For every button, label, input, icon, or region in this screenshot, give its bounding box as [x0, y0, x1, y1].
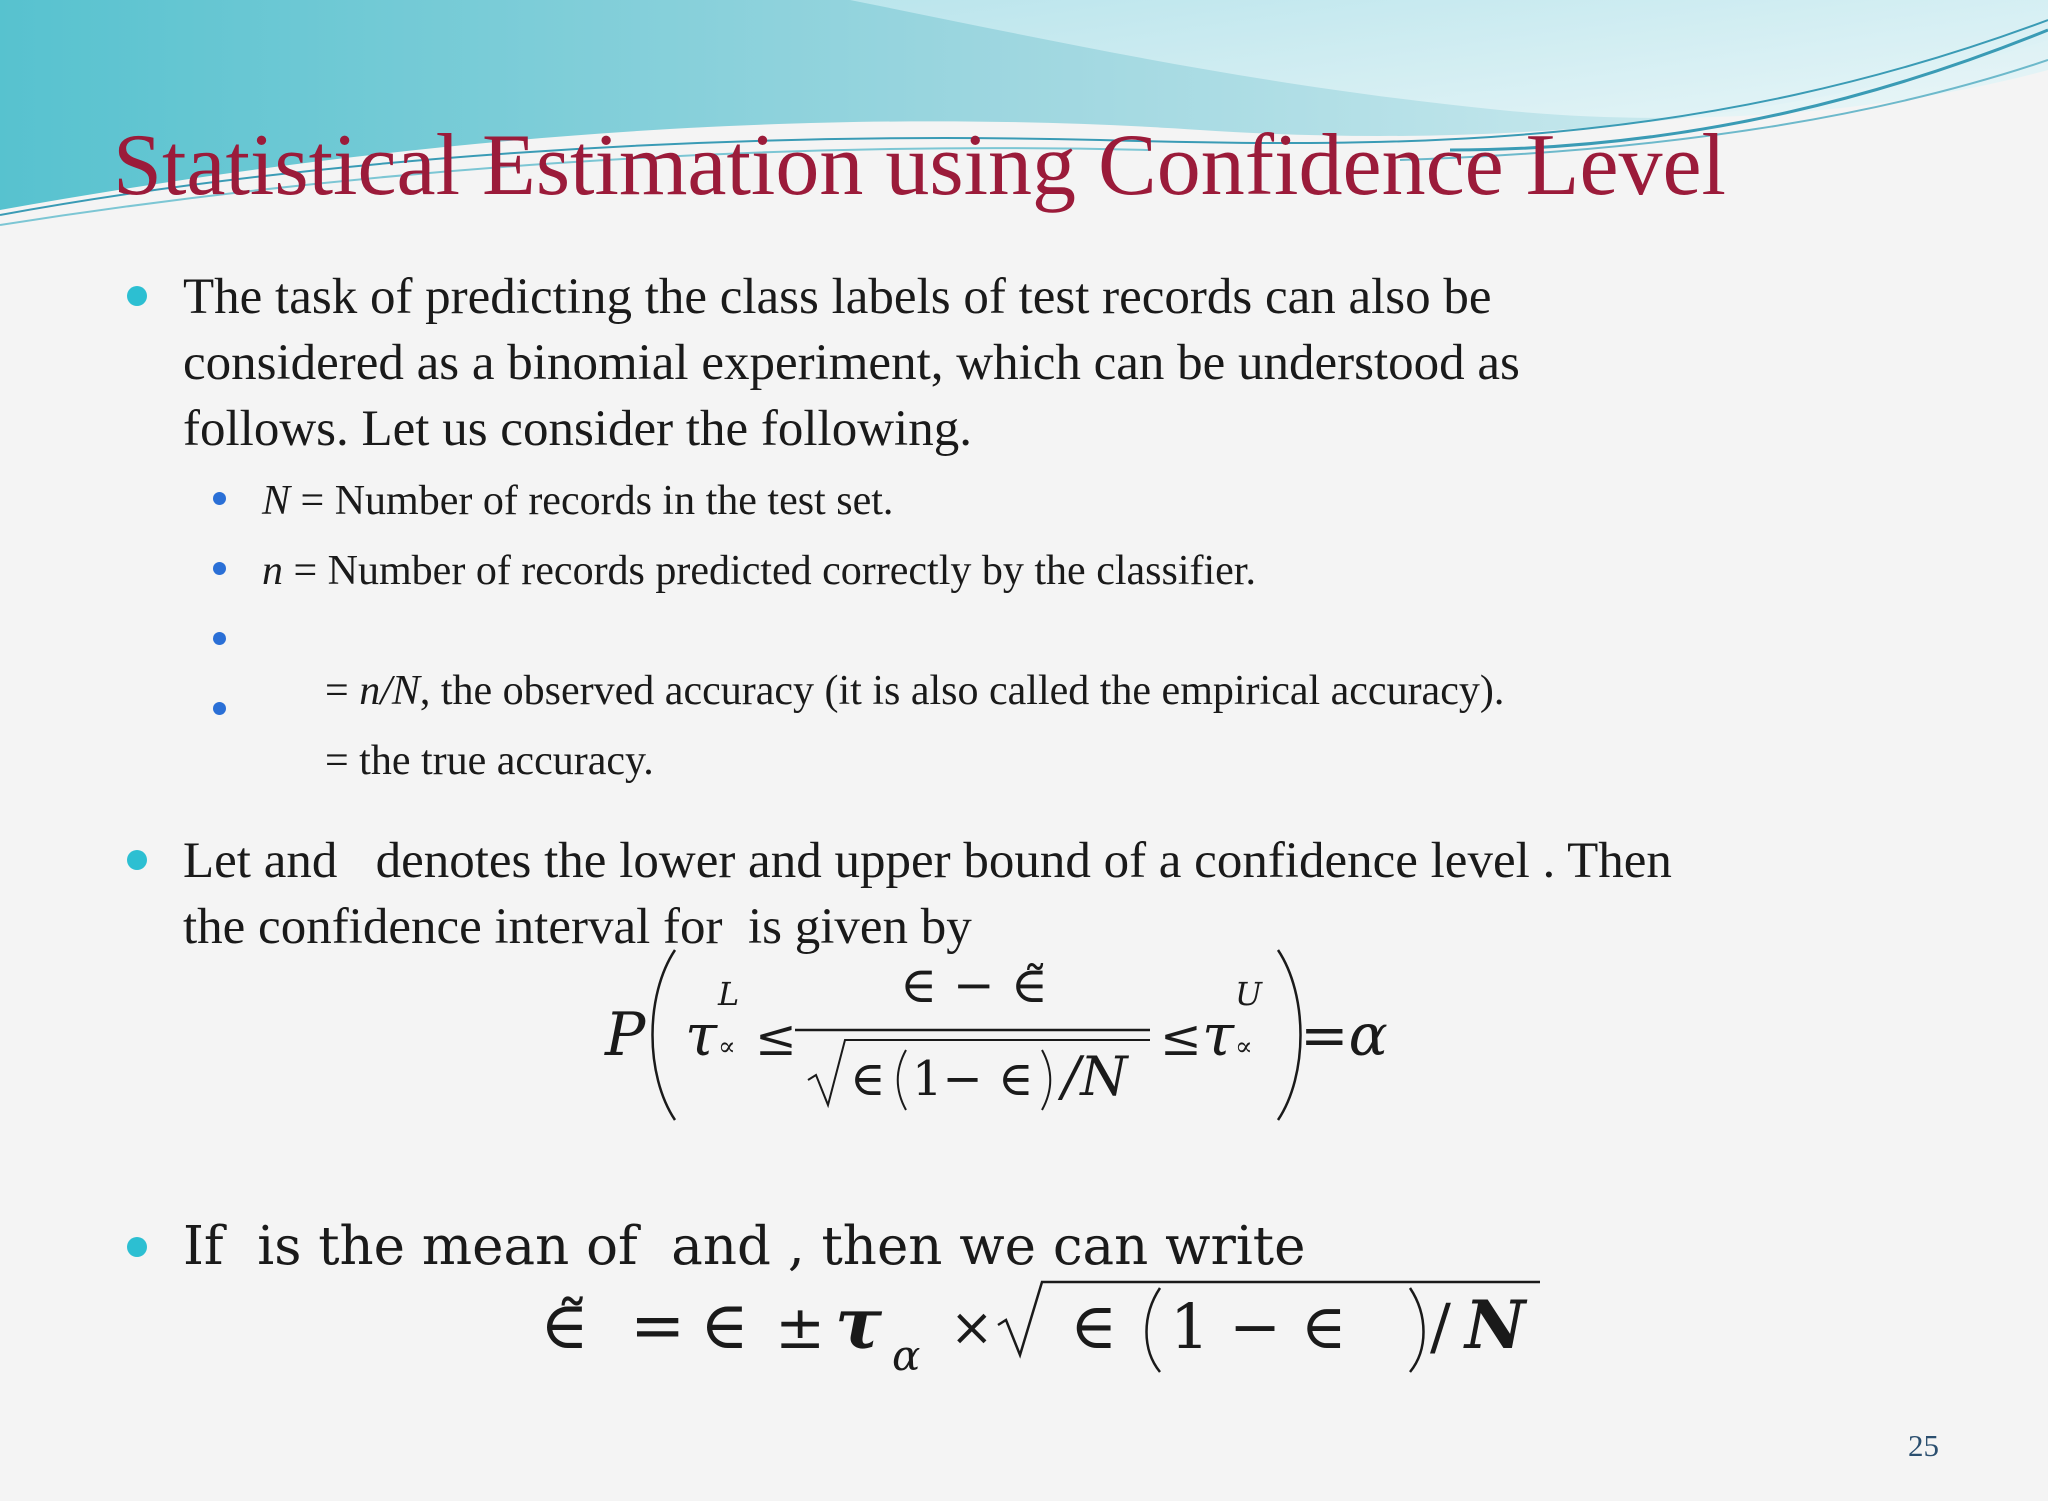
eq1-den-left-paren: [898, 1050, 906, 1110]
sub-bullet-marker: [213, 702, 226, 715]
eq1-den-eps: ∈: [850, 1051, 886, 1107]
eq1-den-right-paren: [1042, 1050, 1050, 1110]
eq2-tau: τ: [835, 1282, 883, 1365]
page-number: 25: [1908, 1428, 1939, 1463]
eq2-rad-eps: ∈: [1070, 1290, 1118, 1364]
bullet-1-line-2: considered as a binomial experiment, which can be understood as: [183, 335, 1520, 391]
bullet-3-line-1: If is the mean of and , then we can write: [183, 1216, 1306, 1277]
bullet-marker: [127, 1237, 147, 1257]
eq2-rad-inner: 1 − ∈: [1170, 1290, 1347, 1363]
eq2-lhs: ∈̃: [540, 1287, 589, 1364]
sub-item-4-pre: = the true accuracy.: [304, 738, 654, 784]
confidence-interval-equation: [590, 940, 1410, 1125]
sub-item-2-text: = Number of records predicted correctly by the classifier.: [283, 548, 1256, 594]
eq1-leq-right: ≤: [1160, 1009, 1202, 1067]
eq2-rad-div: /: [1430, 1290, 1451, 1363]
accuracy-estimate-equation: [530, 1270, 1560, 1380]
bullet-2-line-1: Let and denotes the lower and upper bound of a confidence level . Then: [183, 833, 1672, 889]
eq1-tau-upper: τ: [1202, 1001, 1235, 1069]
eq1-lower-sup: L: [718, 975, 740, 1013]
eq1-den-div: /N: [1062, 1045, 1128, 1108]
bullet-marker: [127, 850, 147, 870]
sub-bullet-marker: [213, 562, 226, 575]
sub-item-1-text: = Number of records in the test set.: [290, 478, 894, 524]
eq1-left-paren: [653, 950, 676, 1120]
sub-item-1-var: N: [262, 478, 291, 524]
sub-item-2: [262, 546, 1256, 596]
eq2-alpha: α: [892, 1331, 921, 1380]
bullet-1-line-3: follows. Let us consider the following.: [183, 401, 972, 457]
sub-bullet-marker: [213, 632, 226, 645]
eq2-rad-N: N: [1465, 1286, 1526, 1364]
bullet-2-line-2: the confidence interval for is given by: [183, 899, 972, 955]
eq2-pm: ±: [775, 1293, 826, 1363]
sub-item-2-var: n: [262, 548, 283, 594]
sub-item-3-var: n/N: [359, 668, 420, 714]
bullet-1-line-1: The task of predicting the class labels of test records can also be: [183, 269, 1492, 325]
eq1-P: P: [605, 1000, 646, 1070]
eq1-upper-sub: ∝: [1235, 1032, 1253, 1062]
eq1-lower-sub: ∝: [718, 1032, 736, 1062]
sub-bullet-marker: [213, 492, 226, 505]
slide-title: Statistical Estimation using Confidence Level: [113, 117, 1727, 214]
eq2-rad-left-paren: [1147, 1288, 1161, 1372]
sub-item-1: [262, 476, 893, 526]
eq1-upper-sup: U: [1235, 975, 1262, 1013]
eq2-rad-right-paren: [1410, 1288, 1424, 1372]
bullet-marker: [127, 286, 147, 306]
eq1-right-paren: [1278, 950, 1301, 1120]
sub-item-3-text: , the observed accuracy (it is also called the empirical accuracy).: [419, 668, 1505, 714]
sub-item-4: [262, 686, 654, 836]
eq2-eps: ∈: [700, 1287, 749, 1364]
eq1-leq-left: ≤: [755, 1009, 797, 1067]
sub-item-3-pre: =: [304, 668, 360, 714]
eq1-den-inner: 1− ∈: [912, 1051, 1034, 1107]
eq1-numerator: ∈ − ∈̃: [900, 956, 1048, 1014]
eq1-equals-alpha: =α: [1300, 1001, 1388, 1069]
eq2-equals: =: [630, 1287, 686, 1364]
eq1-tau-lower: τ: [685, 1001, 718, 1069]
eq2-times: ×: [950, 1298, 994, 1358]
